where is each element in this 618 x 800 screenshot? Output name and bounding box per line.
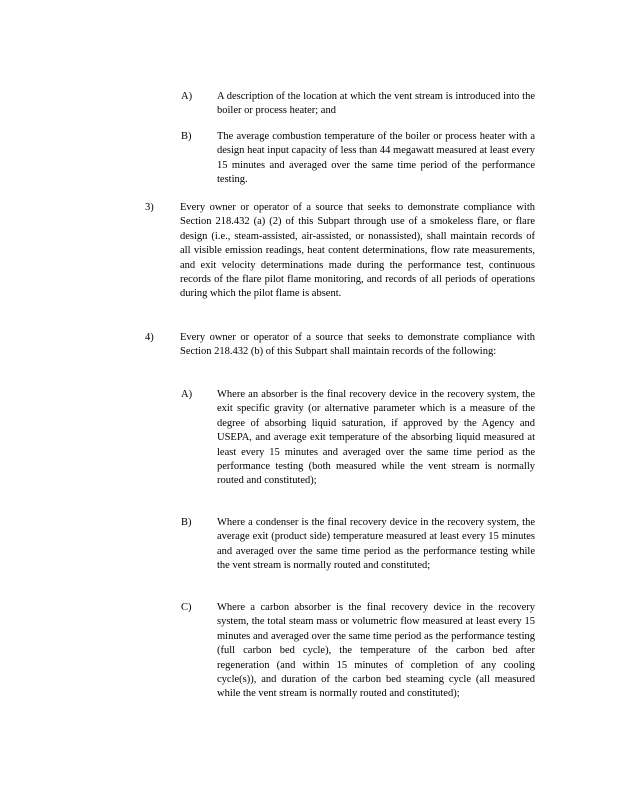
item-text: A description of the location at which the vent stream is introduced into the boiler or process heater; and (217, 91, 535, 117)
item-label: A) (181, 91, 193, 102)
item-label: 3) (145, 202, 154, 213)
item-label: B) (181, 131, 192, 142)
item-text: Every owner or operator of a source that seeks to demonstrate compliance with Section 218.432 (b) of this Subpart shall maintain records of the following: (180, 332, 535, 358)
item-text: The average combustion temperature of the boiler or process heater with a design heat input capacity of less than 44 megawatt measured at least every 15 minutes and averaged over the same time period of the performance testing. (217, 131, 535, 186)
item-text: Where a condenser is the final recovery device in the recovery system, the average exit (product side) temperature measured at least every 15 minutes and averaged over the same time period as the performance testing while the vent stream is normally routed and constituted; (217, 517, 535, 572)
item-text: Where a carbon absorber is the final recovery device in the recovery system, the total steam mass or volumetric flow measured at least every 15 minutes and averaged over the same time period as the performance testing (full carbon bed cycle), the temperature of the carbon bed after regeneration (and within 15 minutes of completion of any cooling cycle(s)), and duration of the carbon bed steaming cycle (all measured while the vent stream is normally routed and constituted); (217, 602, 535, 700)
item-label: C) (181, 602, 192, 613)
item-label: 4) (145, 332, 154, 343)
item-label: A) (181, 389, 193, 400)
item-text: Where an absorber is the final recovery device in the recovery system, the exit specific gravity (or alternative parameter which is a measure of the degree of absorbing liquid saturation, if approved by the Agency and USEPA, and average exit temperature of the absorbing liquid measured at least every 15 minutes and averaged over the same time period as the performance testing (both measured while the vent stream is normally routed and constituted); (217, 389, 535, 487)
item-text: Every owner or operator of a source that seeks to demonstrate compliance with Section 218.432 (a) (2) of this Subpart through use of a smokeless flare, or flare design (i.e., steam-assisted, air-assisted, or nonassisted), shall maintain records of all visible emission readings, heat content determinations, flow rate measurements, and exit velocity determinations made during the performance test, continuous records of the flare pilot flame monitoring, and records of all periods of operations during which the pilot flame is absent. (180, 202, 535, 300)
item-label: B) (181, 517, 192, 528)
